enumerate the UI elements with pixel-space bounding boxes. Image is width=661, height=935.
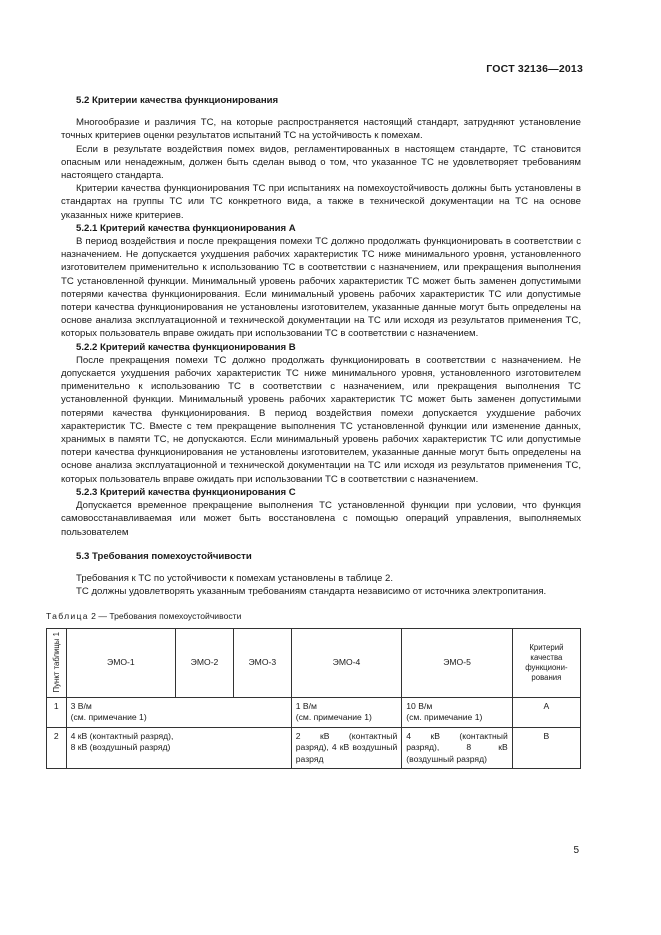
cell-emo-5: 4 кВ (контактный разряд), 8 кВ (воздушный разряд) <box>402 727 513 769</box>
paragraph: Требования к ТС по устойчивости к помехам установлены в таблице 2. <box>76 572 394 584</box>
header-emo-1: ЭМО-1 <box>66 628 175 697</box>
cell-emo-1-3: 3 В/м (см. примечание 1) <box>66 697 291 727</box>
section-5-3-heading: 5.3 Требования помехоустойчивости <box>76 550 252 562</box>
header-emo-4: ЭМО-4 <box>291 628 402 697</box>
header-emo-3: ЭМО-3 <box>233 628 291 697</box>
header-item: Пункт таблицы 1 <box>47 628 67 697</box>
section-5-2-3-heading: 5.2.3 Критерий качества функционирования С <box>76 486 296 498</box>
cell-criterion: А <box>512 697 580 727</box>
paragraph: Допускается временное прекращение выполнения ТС установленной функции при условии, что функция самовосстанавливаемая или может быть восстановлена с помощью операций управления, выполняемых пользователем <box>61 500 581 538</box>
cell-item: 2 <box>47 727 67 769</box>
cell-emo-4: 2 кВ (контактный разряд), 4 кВ воздушный разряд <box>291 727 402 769</box>
header-criterion: Критерий качества функциони-рования <box>512 628 580 697</box>
cell-emo-1-3: 4 кВ (контактный разряд), 8 кВ (воздушный разряд) <box>66 727 291 769</box>
table-caption-text: 2 — Требования помехоустойчивости <box>88 611 242 622</box>
requirements-table <box>46 628 581 770</box>
table-row <box>47 697 581 727</box>
cell-item: 1 <box>47 697 67 727</box>
table-caption-prefix: Таблица <box>46 611 89 622</box>
paragraph: Многообразие и различия ТС, на которые распространяется настоящий стандарт, затрудняют установление точных критериев оценки результатов испытаний ТС на устойчивость к помехам. <box>61 117 581 142</box>
page-number: 5 <box>573 845 579 856</box>
paragraph: Если в результате воздействия помех видов, регламентированных в настоящем стандарте, ТС становится опасным или ненадежным, должен быть сделан вывод о том, что указанное ТС не удовлетворяет требованиям настоящего стандарта. <box>61 143 581 182</box>
section-5-2-heading: 5.2 Критерии качества функционирования <box>76 95 279 106</box>
table-row <box>47 727 581 769</box>
header-emo-5: ЭМО-5 <box>402 628 513 697</box>
table-header-row <box>47 628 581 697</box>
document-body <box>46 94 581 769</box>
cell-emo-5: 10 В/м (см. примечание 1) <box>402 697 513 727</box>
paragraph: После прекращения помехи ТС должно продолжать функционировать в соответствии с назначением. Не допускается ухудшения рабочих характеристик ТС ниже минимального уровня, установленного изготовителем применительно к использованию ТС в соответствии с назначением, или прекращения выполнения ТС установленной функции. Минимальный уровень рабочих характеристик ТС может быть заменен допустимыми потерями качества функционирования. В период воздействия помехи допускается ухудшение рабочих характеристик ТС. Вместе с тем прекращение выполнения ТС установленной функции или изменение данных, хранимых в памяти ТС, не допускаются. Если минимальный уровень рабочих характеристик ТС или допустимые потери качества функционирования не установлены изготовителем, указанные данные могут быть определены на основе анализа эксплуатационной и технической документации на ТС или исходя из результатов применения ТС, которых пользователь вправе ожидать при использовании ТС в соответствии с назначением. <box>61 354 581 485</box>
cell-emo-4: 1 В/м (см. примечание 1) <box>291 697 402 727</box>
header-emo-2: ЭМО-2 <box>176 628 234 697</box>
table-caption <box>46 610 581 623</box>
section-5-2-2-heading: 5.2.2 Критерий качества функционирования В <box>76 341 296 353</box>
cell-criterion: В <box>512 727 580 769</box>
section-5-2-1-heading: 5.2.1 Критерий качества функционирования А <box>76 222 296 234</box>
paragraph: Критерии качества функционирования ТС при испытаниях на помехоустойчивость должны быть установлены в стандартах на группы ТС или ТС конкретного вида, а также в технической документации на ТС на основе указанных ниже критериев. <box>61 183 581 221</box>
paragraph: ТС должны удовлетворять указанным требованиям стандарта независимо от источника электропитания. <box>76 586 547 598</box>
paragraph: В период воздействия и после прекращения помехи ТС должно продолжать функционировать в соответствии с назначением. Не допускается ухудшения рабочих характеристик ТС ниже минимального уровня, установленного изготовителем применительно к использованию ТС в соответствии с назначением, или прекращения выполнения ТС установленной функции. Минимальный уровень рабочих характеристик ТС может быть заменен допустимыми потерями качества функционирования. Если минимальный уровень рабочих характеристик ТС или допустимые потери качества функционирования не установлены изготовителем, указанные данные могут быть определены на основе анализа эксплуатационной и технической документации на ТС или исходя из результатов применения ТС, которых пользователь вправе ожидать при использовании ТС в соответствии с назначением. <box>61 236 581 340</box>
standard-code: ГОСТ 32136—2013 <box>486 63 583 75</box>
